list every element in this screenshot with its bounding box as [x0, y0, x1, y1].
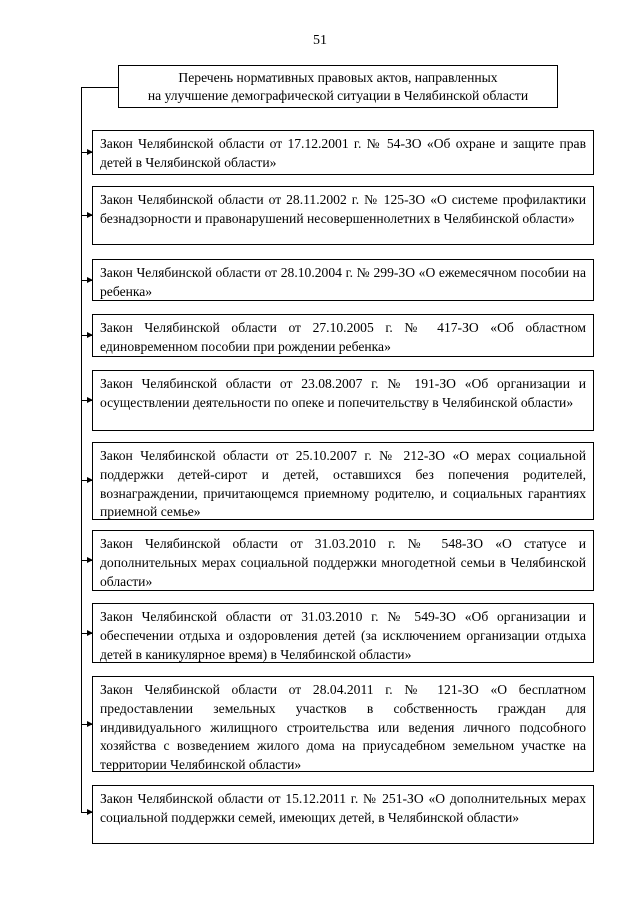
- header-line-1: Перечень нормативных правовых актов, направленных: [178, 70, 498, 85]
- law-text: Закон Челябинской области от 31.03.2010 г. № 549-ЗО «Об организации и обеспечении отдыха и оздоровления детей (за исключением организации отдыха детей в каникулярное время) в Челябинской области»: [100, 609, 586, 662]
- law-text: Закон Челябинской области от 25.10.2007 г. № 212-ЗО «О мерах социальной поддержки детей-сирот и детей, оставшихся без попечения родителей, вознаграждении, причитающемся приемному родителю, и социальных гарантиях приемной семье»: [100, 448, 586, 520]
- law-box: [92, 530, 594, 591]
- arrow-icon: [82, 215, 92, 216]
- arrow-icon: [82, 633, 92, 634]
- arrow-icon: [82, 724, 92, 725]
- law-text: Закон Челябинской области от 15.12.2011 г. № 251-ЗО «О дополнительных мерах социальной поддержки семей, имеющих детей, в Челябинской области»: [100, 791, 586, 825]
- law-text: Закон Челябинской области от 27.10.2005 г. № 417-ЗО «Об областном единовременном пособии при рождении ребенка»: [100, 320, 586, 354]
- header-connector-line: [81, 87, 118, 88]
- law-text: Закон Челябинской области от 31.03.2010 г. № 548-ЗО «О статусе и дополнительных мерах социальной поддержки многодетной семьи в Челябинской области»: [100, 536, 586, 589]
- arrow-icon: [82, 280, 92, 281]
- law-box: [92, 259, 594, 301]
- arrow-icon: [82, 400, 92, 401]
- law-box: [92, 186, 594, 245]
- arrow-icon: [82, 480, 92, 481]
- law-text: Закон Челябинской области от 17.12.2001 г. № 54-ЗО «Об охране и защите прав детей в Челябинской области»: [100, 136, 586, 170]
- law-box: [92, 314, 594, 357]
- header-line-2: на улучшение демографической ситуации в Челябинской области: [147, 88, 529, 103]
- law-text: Закон Челябинской области от 28.11.2002 г. № 125-ЗО «О системе профилактики безнадзорности и правонарушений несовершеннолетних в Челябинской области»: [100, 192, 586, 226]
- law-box: [92, 370, 594, 431]
- law-text: Закон Челябинской области от 23.08.2007 г. № 191-ЗО «Об организации и осуществлении деятельности по опеке и попечительству в Челябинской области»: [100, 376, 586, 410]
- arrow-icon: [82, 335, 92, 336]
- page-number: 51: [313, 33, 327, 48]
- law-box: [92, 130, 594, 175]
- diagram-header-box: [118, 65, 558, 108]
- law-text: Закон Челябинской области от 28.04.2011 г. № 121-ЗО «О бесплатном предоставлении земельных участков в собственность граждан для индивидуального жилищного строительства или ведения личного подсобного хозяйства с возведением жилого дома на приусадебном земельном участке на территории Челябинской области»: [100, 682, 586, 773]
- law-box: [92, 676, 594, 772]
- law-text: Закон Челябинской области от 28.10.2004 г. № 299-ЗО «О ежемесячном пособии на ребенка»: [100, 265, 586, 299]
- law-box: [92, 785, 594, 844]
- law-box: [92, 442, 594, 520]
- law-box: [92, 603, 594, 663]
- arrow-icon: [82, 152, 92, 153]
- trunk-line: [81, 87, 82, 813]
- arrow-icon: [82, 560, 92, 561]
- arrow-icon: [82, 812, 92, 813]
